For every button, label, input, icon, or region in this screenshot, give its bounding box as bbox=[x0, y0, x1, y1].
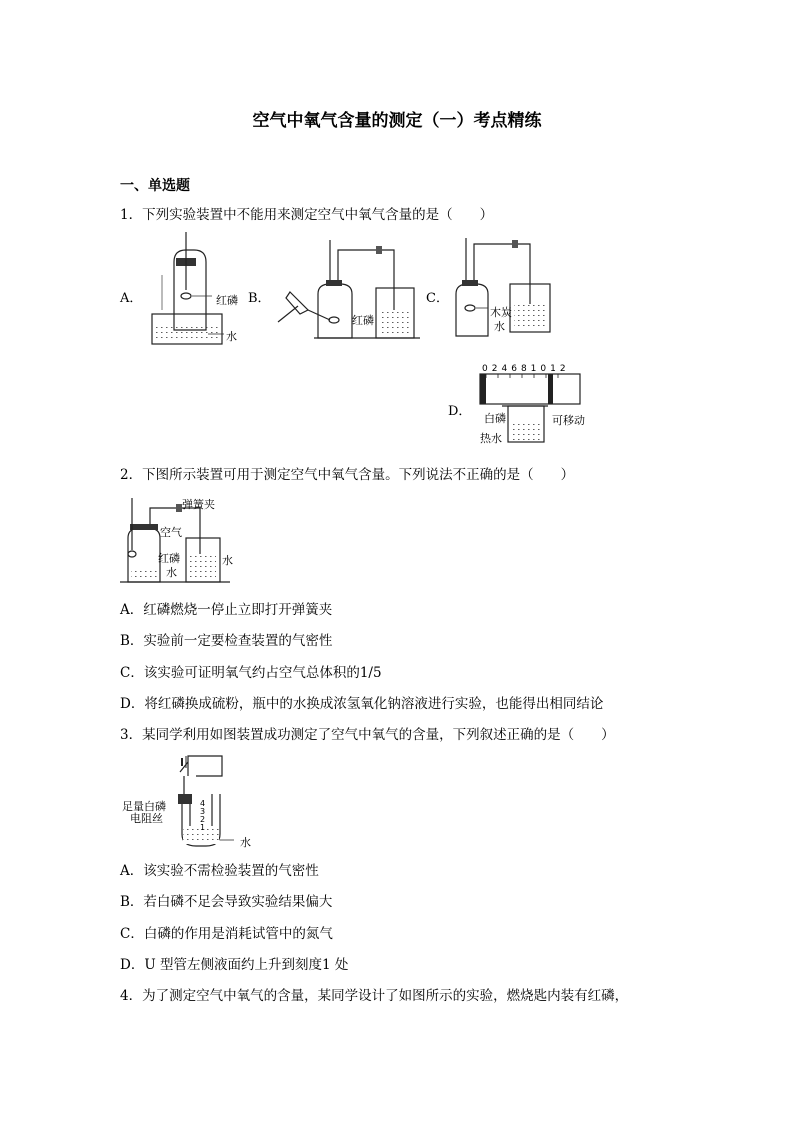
q1-option-a-letter: A． bbox=[120, 291, 143, 306]
trough-water bbox=[156, 324, 218, 342]
q1-option-b-letter: B． bbox=[248, 291, 271, 306]
q1d-label-hot-water: 热水 bbox=[480, 432, 502, 445]
q2-label-clamp: 弹簧夹 bbox=[182, 498, 215, 511]
q3-option-c: C．白磷的作用是消耗试管中的氮气 bbox=[120, 926, 333, 942]
q2-option-a: A．红磷燃烧一停止立即打开弹簧夹 bbox=[120, 602, 333, 618]
question-3-stem: 3．某同学利用如图装置成功测定了空气中氧气的含量，下列叙述正确的是（ ） bbox=[120, 727, 615, 743]
q2-label-water-outside: 水 bbox=[222, 554, 233, 567]
q1-option-d-letter: D． bbox=[448, 404, 472, 419]
q2-label-water-inside: 水 bbox=[166, 566, 177, 579]
q1d-label-white-phosphorus: 白磷 bbox=[484, 412, 506, 425]
q3-label-resistor: 电阻丝 bbox=[130, 812, 163, 825]
q1b-label-phosphorus: 红磷 bbox=[352, 314, 374, 327]
q1d-label-movable: 可移动 bbox=[552, 414, 585, 427]
q2-label-air: 空气 bbox=[160, 526, 182, 539]
q2-apparatus bbox=[120, 494, 240, 586]
q3-option-b: B．若白磷不足会导致实验结果偏大 bbox=[120, 894, 333, 910]
q1-option-c-letter: C． bbox=[426, 291, 449, 306]
page-title: 空气中氧气含量的测定（一）考点精练 bbox=[252, 111, 542, 131]
q3-option-d: D．U 型管左侧液面约上升到刻度1 处 bbox=[120, 957, 349, 973]
q1d-scale: 024681012 bbox=[482, 364, 570, 374]
q1a-label-phosphorus: 红磷 bbox=[216, 294, 238, 307]
q3-label-water: 水 bbox=[240, 836, 251, 849]
q1c-label-water: 水 bbox=[494, 320, 505, 333]
section-heading: 一、单选题 bbox=[120, 178, 190, 194]
question-2-stem: 2．下图所示装置可用于测定空气中氧气含量。下列说法不正确的是（ ） bbox=[120, 467, 575, 483]
q2-option-d: D．将红磷换成硫粉，瓶中的水换成浓氢氧化钠溶液进行实验，也能得出相同结论 bbox=[120, 696, 604, 712]
q2-label-phosphorus: 红磷 bbox=[158, 552, 180, 565]
q3-scale: 4 3 2 1 bbox=[200, 799, 206, 832]
question-1-stem: 1．下列实验装置中不能用来测定空气中氧气含量的是（ ） bbox=[120, 207, 494, 223]
question-4-stem: 4．为了测定空气中氧气的含量，某同学设计了如图所示的实验，燃烧匙内装有红磷， bbox=[120, 988, 629, 1004]
q3-option-a: A．该实验不需检验装置的气密性 bbox=[120, 863, 319, 879]
q1-apparatus-c bbox=[448, 238, 568, 340]
q1a-label-water: 水 bbox=[226, 330, 237, 343]
q2-option-c: C．该实验可证明氧气约占空气总体积的1/5 bbox=[120, 665, 382, 681]
q3-label-white-phosphorus: 足量白磷 bbox=[122, 800, 166, 813]
q2-option-b: B．实验前一定要检查装置的气密性 bbox=[120, 633, 333, 649]
q1c-label-charcoal: 木炭 bbox=[490, 306, 512, 319]
